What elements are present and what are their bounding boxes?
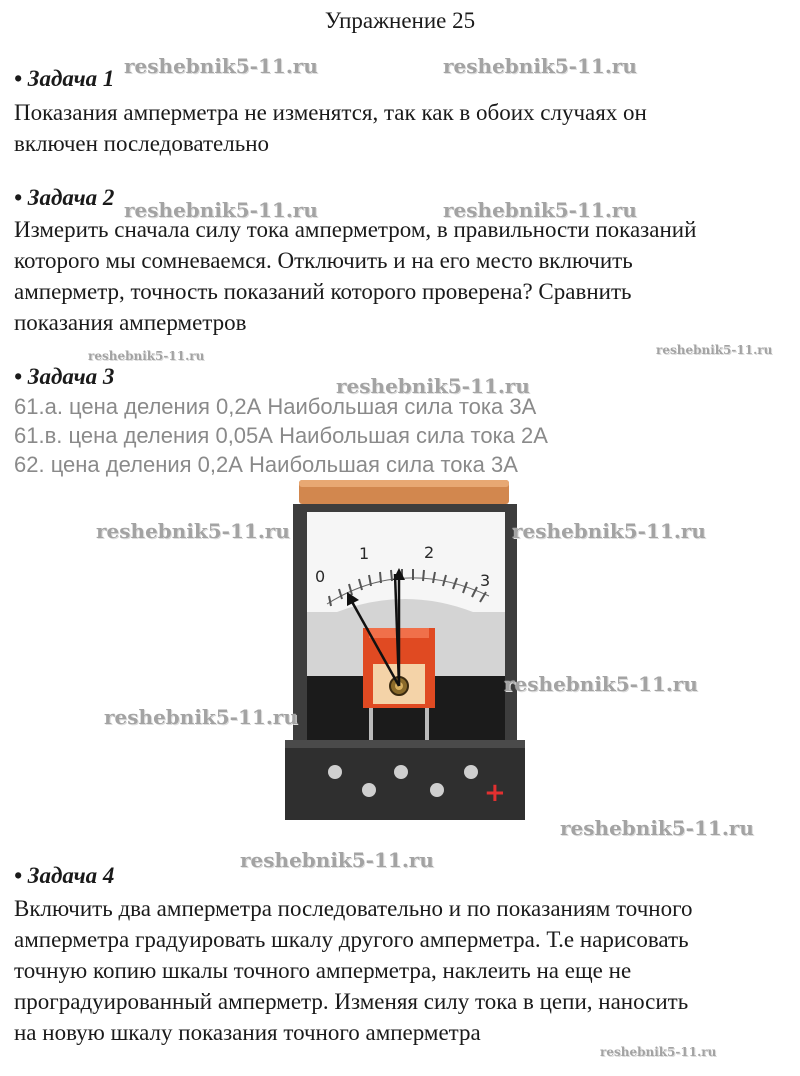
watermark: reshebnik5-11.ru [104, 705, 298, 729]
scale-label-2: 2 [424, 543, 435, 562]
watermark: reshebnik5-11.ru [504, 672, 698, 696]
terminal-5 [430, 783, 444, 797]
task-1-line-1: Показания амперметра не изменятся, так как в обоих случаях он [14, 100, 647, 125]
wooden-top-highlight [299, 480, 509, 487]
scale-label-0: 0 [315, 567, 326, 586]
task-4-line-5: на новую шкалу показания точного амперметра [14, 1020, 481, 1045]
task-3-line-3: 62. цена деления 0,2А Наибольшая сила тока 3А [14, 452, 518, 477]
task-3-line-2: 61.в. цена деления 0,05А Наибольшая сила тока 2А [14, 423, 548, 448]
watermark: reshebnik5-11.ru [88, 349, 205, 363]
ammeter-illustration [285, 478, 525, 843]
watermark: reshebnik5-11.ru [124, 198, 318, 222]
watermark: reshebnik5-11.ru [443, 198, 637, 222]
scale-label-1: 1 [359, 544, 370, 563]
task-2-line-2: которого мы сомневаемся. Отключить и на его место включить [14, 248, 633, 273]
watermark: reshebnik5-11.ru [336, 374, 530, 398]
task-2-line-1: Измерить сначала силу тока амперметром, в правильности показаний [14, 217, 697, 242]
leg-right [425, 708, 429, 742]
watermark: reshebnik5-11.ru [656, 343, 773, 357]
plus-sign: + [484, 778, 506, 808]
watermark: reshebnik5-11.ru [443, 54, 637, 78]
scale-label-3: 3 [480, 571, 491, 590]
terminal-4 [362, 783, 376, 797]
watermark: reshebnik5-11.ru [240, 848, 434, 872]
terminal-2 [394, 765, 408, 779]
task-1-line-2: включен последовательно [14, 131, 270, 156]
watermark: reshebnik5-11.ru [560, 816, 754, 840]
task-4-line-2: амперметра градуировать шкалу другого амперметра. Т.е нарисовать [14, 927, 689, 952]
watermark: reshebnik5-11.ru [96, 519, 290, 543]
task-3-heading: • Задача 3 [14, 364, 115, 389]
task-4-line-3: точную копию шкалы точного амперметра, наклеить на еще не [14, 958, 632, 983]
leg-left [369, 708, 373, 742]
watermark: reshebnik5-11.ru [512, 519, 706, 543]
base-top-edge [285, 740, 525, 748]
task-4-heading: • Задача 4 [14, 863, 115, 888]
task-2-line-4: показания амперметров [14, 310, 247, 335]
task-4-line-1: Включить два амперметра последовательно и по показаниям точного [14, 896, 693, 921]
watermark: reshebnik5-11.ru [124, 54, 318, 78]
task-2-line-3: амперметр, точность показаний которого проверена? Сравнить [14, 279, 632, 304]
watermark: reshebnik5-11.ru [600, 1045, 717, 1059]
task-2-heading: • Задача 2 [14, 185, 115, 210]
task-4-line-4: проградуированный амперметр. Изменяя силу тока в цепи, наносить [14, 989, 689, 1014]
terminal-3 [464, 765, 478, 779]
task-1-heading: • Задача 1 [14, 66, 115, 91]
task-3-line-1: 61.а. цена деления 0,2А Наибольшая сила тока 3А [14, 394, 537, 419]
page-title: Упражнение 25 [324, 8, 476, 33]
terminal-1 [328, 765, 342, 779]
